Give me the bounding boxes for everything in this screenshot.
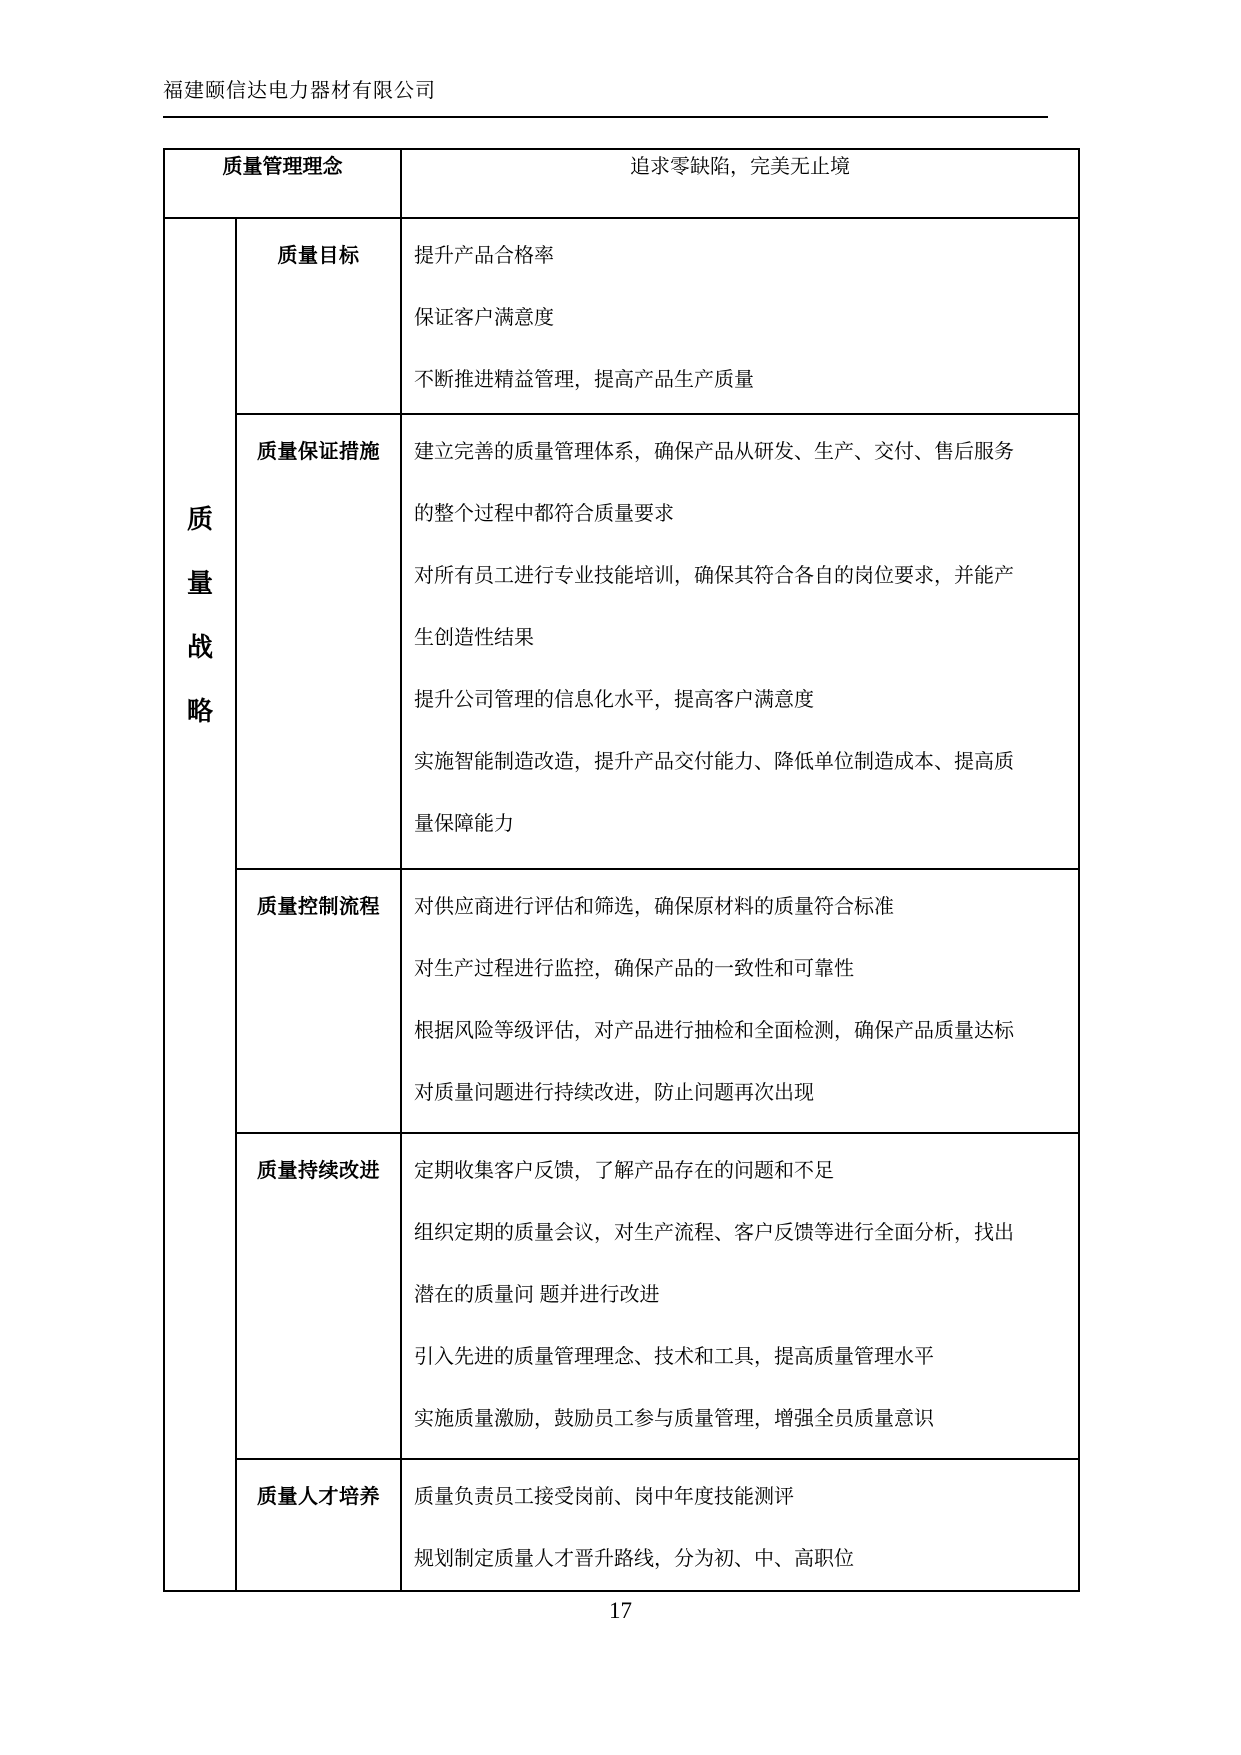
content-line: 不断推进精益管理，提高产品生产质量 — [414, 369, 754, 391]
header-divider-rule — [163, 116, 1048, 118]
row-content-quality-goal — [401, 218, 1079, 414]
row-label-quality-goal: 质量目标 — [236, 218, 401, 414]
content-line: 引入先进的质量管理理念、技术和工具，提高质量管理水平 — [414, 1346, 934, 1368]
side-label-char: 量 — [186, 568, 213, 598]
content-line: 建立完善的质量管理体系，确保产品从研发、生产、交付、售后服务 — [414, 441, 1014, 463]
side-label-char: 质 — [186, 504, 213, 534]
table-row-quality-control — [164, 869, 1079, 1133]
row-label-quality-control: 质量控制流程 — [236, 869, 401, 1133]
content-line: 实施质量激励，鼓励员工参与质量管理，增强全员质量意识 — [414, 1408, 934, 1430]
content-line: 提升公司管理的信息化水平，提高客户满意度 — [414, 689, 814, 711]
content-line: 质量负责员工接受岗前、岗中年度技能测评 — [414, 1486, 794, 1508]
table-row-quality-goal — [164, 218, 1079, 414]
row-content-quality-talent — [401, 1459, 1079, 1591]
content-line: 规划制定质量人才晋升路线，分为初、中、高职位 — [414, 1548, 854, 1570]
side-label-char: 战 — [186, 632, 213, 662]
content-line: 量保障能力 — [414, 813, 514, 835]
content-line: 潜在的质量问 题并进行改进 — [414, 1284, 660, 1306]
side-label-char: 略 — [186, 696, 213, 726]
table-row-quality-improvement — [164, 1133, 1079, 1459]
content-line: 根据风险等级评估，对产品进行抽检和全面检测，确保产品质量达标 — [414, 1020, 1014, 1042]
row-content-quality-assurance — [401, 414, 1079, 869]
content-line: 保证客户满意度 — [414, 307, 554, 329]
table-row-concept — [164, 149, 1079, 218]
content-line: 的整个过程中都符合质量要求 — [414, 503, 674, 525]
table-row-quality-talent — [164, 1459, 1079, 1591]
content-line: 生创造性结果 — [414, 627, 534, 649]
content-line: 提升产品合格率 — [414, 245, 554, 267]
row-label-quality-improvement: 质量持续改进 — [236, 1133, 401, 1459]
quality-strategy-table — [163, 148, 1080, 1592]
content-line: 定期收集客户反馈，了解产品存在的问题和不足 — [414, 1160, 834, 1182]
company-name-header: 福建颐信达电力器材有限公司 — [163, 80, 436, 102]
side-label-cell-quality-strategy — [164, 218, 236, 1591]
row-content-quality-improvement — [401, 1133, 1079, 1459]
content-line: 组织定期的质量会议，对生产流程、客户反馈等进行全面分析，找出 — [414, 1222, 1014, 1244]
concept-label-cell: 质量管理理念 — [164, 149, 401, 218]
table-row-quality-assurance — [164, 414, 1079, 869]
concept-value-cell: 追求零缺陷，完美无止境 — [401, 149, 1079, 218]
row-label-quality-talent: 质量人才培养 — [236, 1459, 401, 1591]
content-line: 实施智能制造改造，提升产品交付能力、降低单位制造成本、提高质 — [414, 751, 1014, 773]
content-line: 对所有员工进行专业技能培训，确保其符合各自的岗位要求，并能产 — [414, 565, 1014, 587]
content-line: 对质量问题进行持续改进，防止问题再次出现 — [414, 1082, 814, 1104]
content-line: 对生产过程进行监控，确保产品的一致性和可靠性 — [414, 958, 854, 980]
row-content-quality-control — [401, 869, 1079, 1133]
row-label-quality-assurance: 质量保证措施 — [236, 414, 401, 869]
page-number: 17 — [609, 1598, 632, 1623]
content-line: 对供应商进行评估和筛选，确保原材料的质量符合标准 — [414, 896, 894, 918]
